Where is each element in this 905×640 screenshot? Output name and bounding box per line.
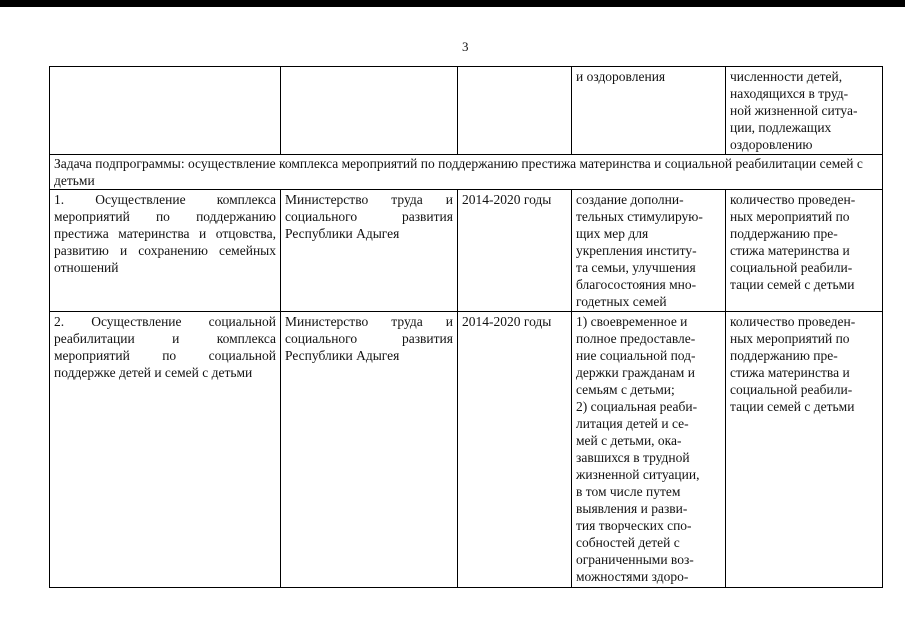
task-row [50,155,883,190]
page-number: 3 [462,39,469,54]
task-description: Задача подпрограммы: осуществление комплекса мероприятий по поддержанию престижа материнства и социальной реабилитации семей с детьми [50,155,883,190]
period: 2014-2020 годы [458,190,572,312]
table-row [50,67,883,155]
table-cell [458,67,572,155]
table-cell: численности детей, находящихся в труд- ной жизненной ситуа- ции, подлежащих оздоровлению [726,67,883,155]
responsible-executor: Министерство труда и социального развития Республики Адыгея [281,312,458,588]
expected-result: создание дополни- тельных стимулирую- щих мер для укрепления институ- та семьи, улучшения благосостояния мно- годетных семей [572,190,726,312]
table-cell [281,67,458,155]
table-cell: и оздоровления [572,67,726,155]
table-cell [50,67,281,155]
indicator: количество проведен- ных мероприятий по поддержанию пре- стижа материнства и социальной реабили- тации семей с детьми [726,190,883,312]
program-table [49,66,883,588]
measure-name: 2. Осуществление социальной реабилитации и комплекса мероприятий по социальной поддержке детей и семей с детьми [50,312,281,588]
expected-result: 1) своевременное и полное предоставле- ние социальной под- держки гражданам и семьям с детьми; 2) социальная реаби- литация детей и се- мей с детьми, ока- завшихся в трудной жизненной ситуации, в том числе путем выявления и разви- тия творческих спо- собностей детей с ограниченными воз- можностями здоро- [572,312,726,588]
table-row [50,190,883,312]
top-border [0,0,905,7]
measure-name: 1. Осуществление комплекса мероприятий по поддержанию престижа материнства и отцовства, развитию и сохранению семейных отношений [50,190,281,312]
period: 2014-2020 годы [458,312,572,588]
indicator: количество проведен- ных мероприятий по поддержанию пре- стижа материнства и социальной реабили- тации семей с детьми [726,312,883,588]
table-row [50,312,883,588]
responsible-executor: Министерство труда и социального развития Республики Адыгея [281,190,458,312]
